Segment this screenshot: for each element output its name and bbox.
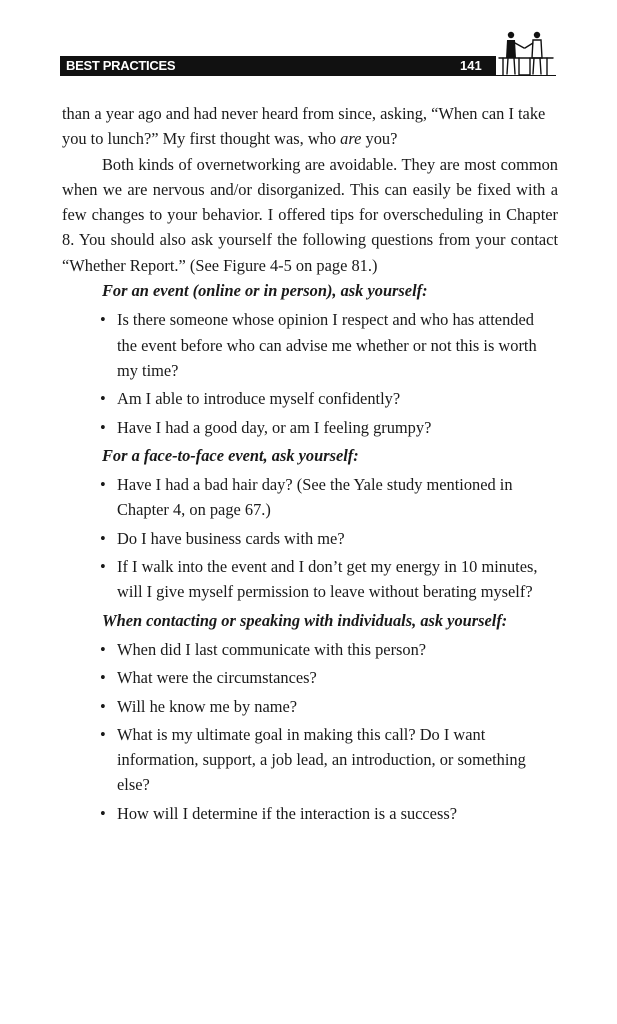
list-item: • How will I determine if the interaction is a success?: [117, 801, 558, 826]
list-item: • Have I had a bad hair day? (See the Yale study mentioned in Chapter 4, on page 67.): [117, 472, 558, 523]
subheading-event: For an event (online or in person), ask yourself:: [102, 281, 428, 301]
list-item: • Have I had a good day, or am I feeling grumpy?: [117, 415, 558, 440]
intro-paragraph-1: than a year ago and had never heard from since, asking, “When can I take you to lunch?” My first thought was, who are you?: [62, 104, 546, 149]
page-number: 141: [460, 58, 482, 73]
list-item: • Do I have business cards with me?: [117, 526, 558, 551]
list-item: • Am I able to introduce myself confidently?: [117, 386, 558, 411]
list-item: • Is there someone whose opinion I respect and who has attended the event before who can advise me whether or not this is worth my time?: [117, 307, 558, 383]
subheading-face-to-face: For a face-to-face event, ask yourself:: [102, 445, 359, 465]
list-item: • Will he know me by name?: [117, 694, 558, 719]
list-item: • What were the circumstances?: [117, 665, 558, 690]
emphasis: are: [340, 129, 362, 149]
bullet-list-event: [62, 307, 558, 439]
list-item: • If I walk into the event and I don’t get my energy in 10 minutes, will I give myself permission to leave without berating myself?: [117, 554, 558, 605]
handshake-icon: [497, 28, 555, 78]
intro-paragraph-2: Both kinds of overnetworking are avoidable. They are most common when we are nervous and/or disorganized. This can easily be fixed with a few changes to your behavior. I offered tips for overscheduling in Chapter 8. You should also ask yourself the following questions from your contact “Whether Report.” (See Figure 4-5 on page 81.): [62, 154, 558, 275]
bullet-list-face-to-face: [62, 472, 558, 604]
bullet-list-individuals: [62, 637, 558, 826]
subheading-individuals: When contacting or speaking with individuals, ask yourself:: [102, 610, 508, 630]
list-item: • What is my ultimate goal in making this call? Do I want information, support, a job lead, an introduction, or something else?: [117, 722, 558, 798]
list-item: • When did I last communicate with this person?: [117, 637, 558, 662]
page-body: [62, 101, 558, 829]
running-head-title: BEST PRACTICES: [66, 58, 176, 73]
